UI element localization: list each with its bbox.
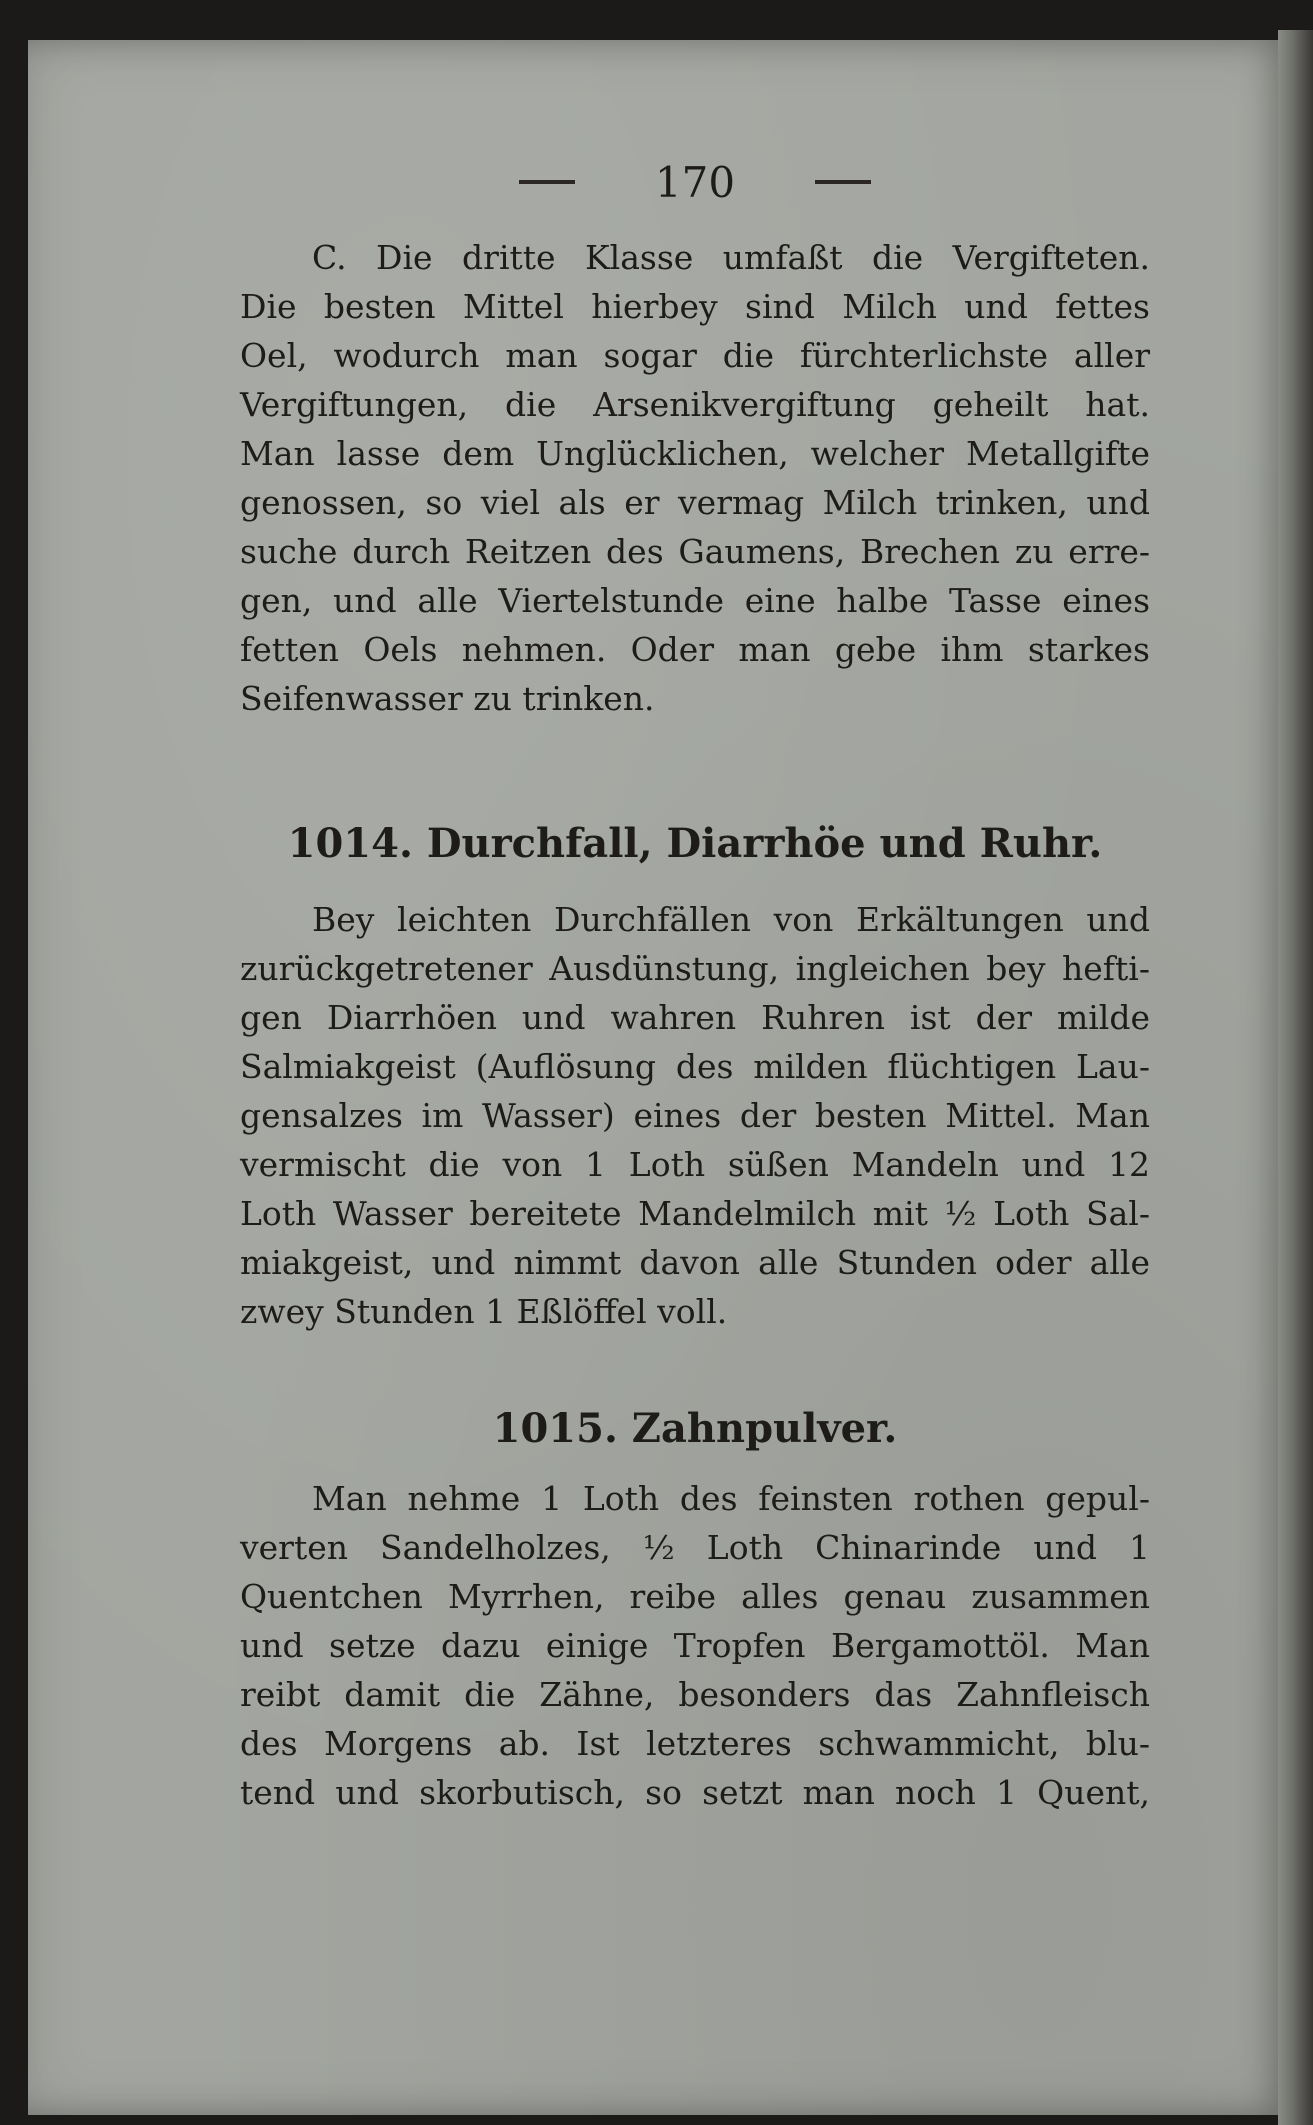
section-1014-paragraph — [240, 895, 1150, 1336]
text-line: Man lasse dem Unglücklichen, welcher Metallgifte — [240, 434, 1150, 473]
page-header — [240, 152, 1150, 212]
text-line: reibt damit die Zähne, besonders das Zahnfleisch — [240, 1675, 1150, 1714]
text-line: verten Sandelholzes, ½ Loth Chinarinde und 1 — [240, 1528, 1150, 1567]
text-line: des Morgens ab. Ist letzteres schwammicht, blu- — [240, 1724, 1150, 1763]
text-line: miakgeist, und nimmt davon alle Stunden oder alle — [240, 1243, 1150, 1282]
text-line: tend und skorbutisch, so setzt man noch 1 Quent, — [240, 1773, 1150, 1812]
text-line: gen Diarrhöen und wahren Ruhren ist der milde — [240, 998, 1150, 1037]
section-heading-1015: 1015. Zahnpulver. — [492, 1405, 898, 1452]
page-number: 170 — [654, 157, 736, 207]
page-edge — [1278, 30, 1313, 2125]
text-line: vermischt die von 1 Loth süßen Mandeln und 12 — [240, 1145, 1150, 1184]
header-rule-left — [519, 180, 575, 184]
text-line: Oel, wodurch man sogar die fürchterlichste aller — [240, 336, 1150, 375]
text-line: genossen, so viel als er vermag Milch trinken, und — [240, 483, 1150, 522]
text-line: Bey leichten Durchfällen von Erkältungen und — [312, 900, 1150, 939]
section-c-paragraph — [240, 233, 1150, 723]
text-line: gensalzes im Wasser) eines der besten Mittel. Man — [240, 1096, 1150, 1135]
text-line: gen, und alle Viertelstunde eine halbe Tasse eines — [240, 581, 1150, 620]
text-line: zwey Stunden 1 Eßlöffel voll. — [240, 1292, 728, 1331]
header-rule-right — [815, 180, 871, 184]
text-line: suche durch Reitzen des Gaumens, Brechen zu erre- — [240, 532, 1150, 571]
text-line: Man nehme 1 Loth des feinsten rothen gepul- — [312, 1479, 1150, 1518]
section-1015-paragraph — [240, 1474, 1150, 1817]
text-line: fetten Oels nehmen. Oder man gebe ihm starkes — [240, 630, 1150, 669]
text-line: und setze dazu einige Tropfen Bergamottöl. Man — [240, 1626, 1150, 1665]
text-line: C. Die dritte Klasse umfaßt die Vergifteten. — [312, 238, 1150, 277]
text-line: Die besten Mittel hierbey sind Milch und fettes — [240, 287, 1150, 326]
text-line: Vergiftungen, die Arsenikvergiftung geheilt hat. — [240, 385, 1150, 424]
text-line: Quentchen Myrrhen, reibe alles genau zusammen — [240, 1577, 1150, 1616]
text-line: Salmiakgeist (Auflösung des milden flüchtigen Lau- — [240, 1047, 1150, 1086]
text-line: zurückgetretener Ausdünstung, ingleichen bey hefti- — [240, 949, 1150, 988]
text-line: Seifenwasser zu trinken. — [240, 679, 655, 718]
section-heading-1014: 1014. Durchfall, Diarrhöe und Ruhr. — [287, 820, 1103, 867]
text-line: Loth Wasser bereitete Mandelmilch mit ½ Loth Sal- — [240, 1194, 1150, 1233]
